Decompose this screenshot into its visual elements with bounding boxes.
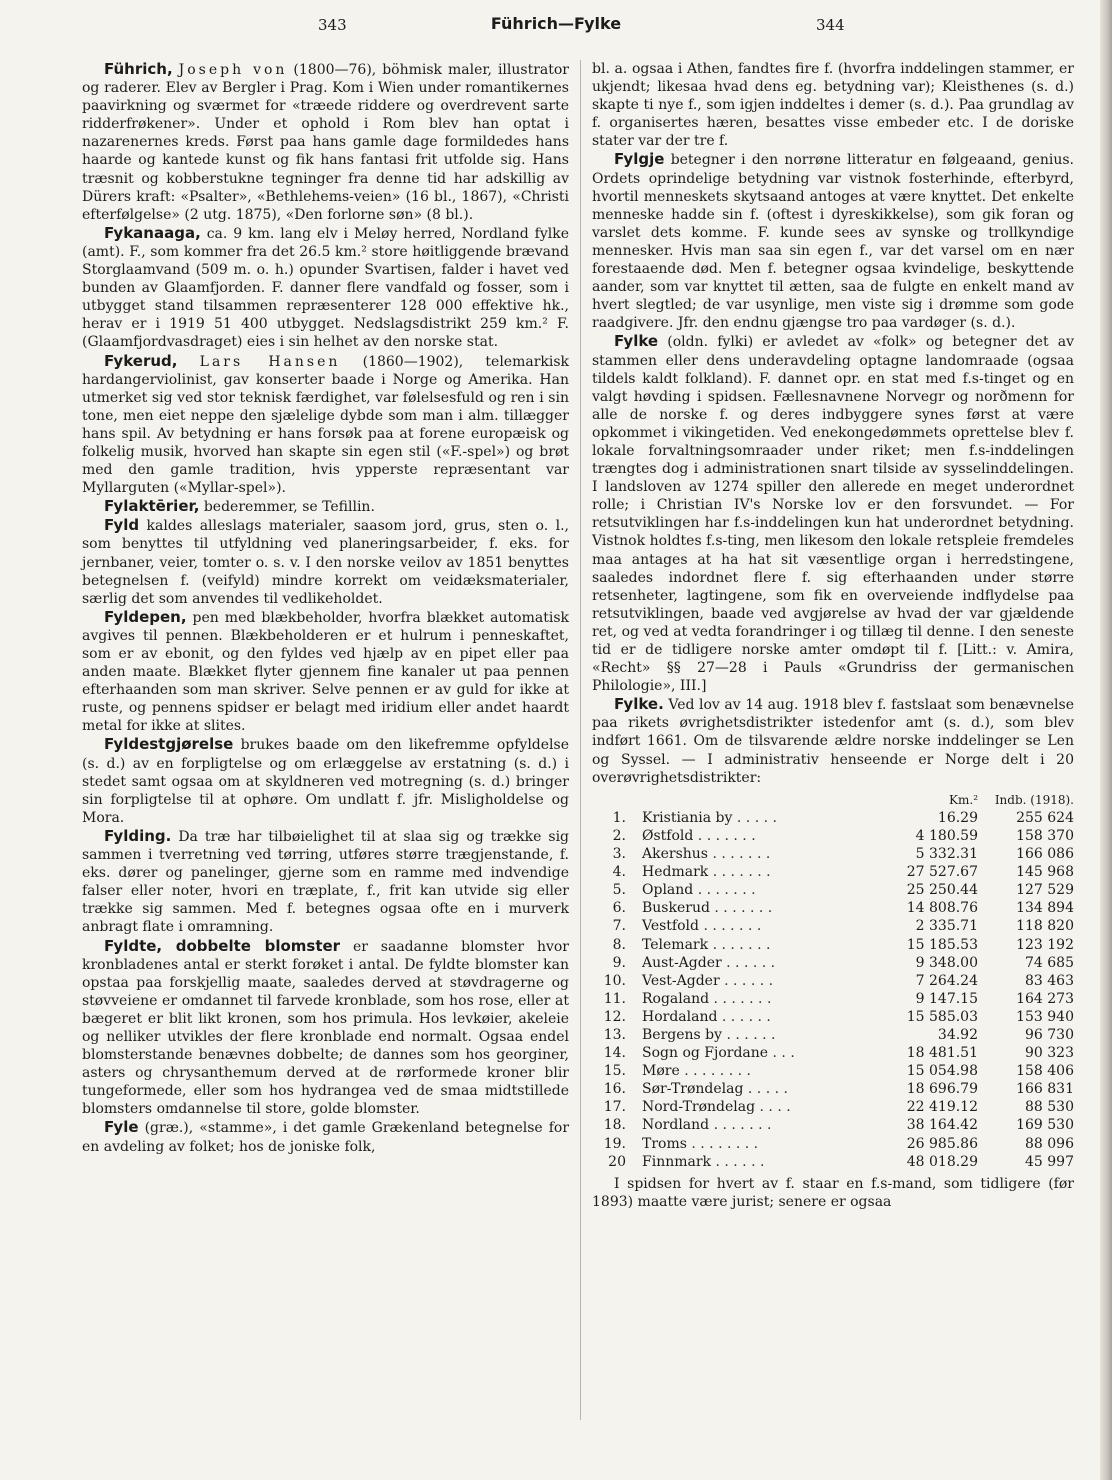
row-number: 12. — [603, 1008, 626, 1025]
row-fylke-name — [634, 1026, 874, 1044]
entry-continuation: bl. a. ogsaa i Athen, fandtes fire f. (hvorfra inddelingen stammer, er ukjendt; likesaa hvad dens eg. betydning var); Kleisthenes (s. d.) skapte ti nye f., som igjen inddeltes i demer (s. d.). Paa grundlag av f. organisertes hæren, besattes visse embeder etc. I de doriske stater var der tre f. — [592, 61, 1074, 150]
entry-text: brukes baade om den likefremme opfyldelse (s. d.) av en forpligtelse og om erlæggelse av erstatning (s. d.) i stedet samt ogsaa om at skyldneren ved motregning (s. d.) bringer sin forpligtelse til at ophøre. Om undlatt f. jfr. Misligholdelse og Mora. — [82, 737, 569, 826]
entry-text: ca. 9 km. lang elv i Meløy herred, Nordland fylke (amt). F., som kommer fra det 26.5 km.² store høitliggende brævand Storglaamvand (509 m. o. h.) opunder Svartisen, falder i havet ved bunden av Glaamfjorden. F. danner flere vandfald og fosser, som i utbygget stand tilsammen repræsenterer 128 000 effektive hk., herav er i 1919 51 400 utbygget. Nedslagsdistrikt 259 km.² F. (Glaamfjordvasdraget) eies i sin helhet av den norske stat. — [82, 225, 569, 351]
row-population: 166 831 — [1016, 1081, 1074, 1098]
entry — [82, 608, 569, 736]
table-row — [592, 936, 1074, 954]
fylke-name: Sogn og Fjordane — [642, 1045, 769, 1062]
fylke-name: Akershus — [642, 846, 708, 863]
entry-headword: Führich, — [104, 60, 173, 78]
leader-dots: . . . . . . . — [712, 864, 771, 881]
entry-text: bederemmer, se Tefillin. — [203, 499, 375, 516]
entry-headword: Fykerud, — [104, 351, 178, 370]
leader-dots: . . . . . . . — [714, 900, 773, 917]
column-header-area: Km.² — [949, 792, 978, 807]
row-population: 166 086 — [1016, 846, 1074, 863]
entry — [82, 60, 569, 224]
row-population: 158 370 — [1016, 827, 1074, 844]
entry — [592, 332, 1074, 695]
row-fylke-name — [634, 809, 874, 827]
row-population: 153 940 — [1016, 1008, 1074, 1025]
entry-text: (1800—76), böhmisk maler, illustrator og raderer. Elev av Bergler i Prag. Kom i Wien under romantikernes paavirkning og sværmet for «træede riddere og overdrevent sarte ridderfrøkener». Under et ophold i Rom blev han optat i nazarenernes kreds. Først paa hans gamle dage formildedes hans haarde og kantede kunst og fik hans fantasi frit utfolde sig. Hans træsnit og kobberstukne tegninger fra denne tid har adskillig av Dürers kraft: «Psalter», «Bethlehems-veien» (16 bl., 1867), «Christi efterfølgelse» (2 utg. 1875), «Den forlorne søn» (8 bl.). — [82, 62, 569, 223]
row-area: 14 808.76 — [906, 900, 978, 917]
row-population: 255 624 — [1016, 809, 1074, 826]
column-divider — [580, 60, 581, 1420]
row-fylke-name — [634, 990, 874, 1008]
row-number: 7. — [612, 918, 626, 935]
table-row — [592, 1098, 1074, 1116]
row-population: 83 463 — [1025, 972, 1074, 989]
entry-headword: Fylaktērier, — [104, 497, 200, 516]
entry-text: (græ.), «stamme», i det gamle Grækenland betegnelse for en avdeling av folket; hos de joniske folk, — [82, 1120, 570, 1155]
row-area: 18 696.79 — [906, 1081, 978, 1098]
fylke-name: Finnmark — [642, 1153, 712, 1170]
row-area: 5 332.31 — [915, 846, 978, 863]
leader-dots: . . . . . . — [721, 1008, 771, 1025]
entry-headword: Fykanaaga, — [104, 223, 201, 242]
running-title: Führich—Fylke — [490, 14, 622, 33]
entry-text: Ved lov av 14 aug. 1918 blev f. fastslaat som benævnelse paa rikets øvrighetsdistrikter istedenfor amt (s. d.), som blev indført 1661. Om de tilsvarende ældre norske inddelinger se Len og Syssel. — I administrativ henseende er Norge delt i 20 overøvrighetsdistrikter: — [592, 697, 1075, 786]
entry — [82, 1118, 569, 1155]
fylke-name: Troms — [642, 1135, 687, 1152]
table-row — [592, 863, 1074, 881]
entry-text: pen med blækbeholder, hvorfra blækket automatisk avgives til pennen. Blækbeholderen er et hulrum i penneskaftet, som er av ebonit, og den fyldes ved hjælp av en pipet eller paa anden maate. Blækket flyter gjennem fine kanaler ut paa pennen efterhaanden som man skriver. Selve pennen er av guld for ikke at ruste, og pennens spidser er belagt med iridium eller andet haardt metal for ikke at slites. — [82, 609, 569, 735]
row-population: 118 820 — [1016, 918, 1074, 935]
table-row — [592, 1135, 1074, 1153]
entry — [82, 516, 569, 607]
row-fylke-name — [634, 1153, 874, 1171]
row-fylke-name — [634, 972, 874, 990]
leader-dots: . . . . . . . — [713, 1117, 772, 1134]
row-fylke-name — [634, 1062, 874, 1080]
leader-dots: . . . . — [759, 1099, 791, 1116]
row-area: 15 054.98 — [906, 1063, 978, 1080]
fylke-name: Østfold — [642, 827, 694, 844]
row-population: 88 096 — [1025, 1135, 1074, 1152]
row-population: 74 685 — [1025, 954, 1074, 971]
entry-spaced-name: Joseph von — [178, 62, 288, 78]
page-number-left: 343 — [318, 16, 347, 34]
row-area: 4 180.59 — [915, 827, 978, 844]
table-row — [592, 1062, 1074, 1080]
row-fylke-name — [634, 1116, 874, 1134]
table-row — [592, 809, 1074, 827]
row-number: 2. — [612, 827, 626, 844]
entry — [82, 224, 569, 352]
row-number: 10. — [603, 972, 626, 989]
page-number-right: 344 — [816, 16, 845, 34]
row-area: 27 527.67 — [906, 864, 978, 881]
fylke-name: Aust-Agder — [642, 954, 722, 971]
leader-dots: . . . . . . . — [712, 846, 771, 863]
row-area: 15 185.53 — [906, 936, 978, 953]
table-row — [592, 845, 1074, 863]
row-fylke-name — [634, 1080, 874, 1098]
fylke-name: Møre — [642, 1063, 680, 1080]
table-row — [592, 954, 1074, 972]
entry-headword: Fylke — [614, 332, 659, 351]
row-population: 169 530 — [1016, 1117, 1074, 1134]
entry — [592, 150, 1074, 332]
table-row — [592, 990, 1074, 1008]
row-number: 18. — [603, 1117, 626, 1134]
column-header-population: Indb. (1918). — [994, 792, 1074, 807]
row-number: 6. — [612, 900, 626, 917]
leader-dots: . . . . . . . — [703, 918, 762, 935]
row-fylke-name — [634, 954, 874, 972]
row-number: 4. — [612, 864, 626, 881]
entry-headword: Fylgje — [614, 150, 665, 169]
entry-text: Da træ har tilbøielighet til at slaa sig og trække sig sammen i tverretning ved tørring, utføres større trægjenstande, f. eks. dører og panelinger, gjerne som en ramme med indvendige falser eller noter, hvori en træplate, f., frit kan utvide sig eller trække sig sammen. Med f. betegnes ogsaa ofte en i murverk anbragt flate i omramning. — [82, 828, 570, 936]
leader-dots: . . . . . . — [726, 954, 776, 971]
row-population: 158 406 — [1016, 1063, 1074, 1080]
row-area: 7 264.24 — [915, 972, 978, 989]
row-population: 123 192 — [1016, 936, 1074, 953]
entry-text: kaldes alleslags materialer, saasom jord, grus, sten o. l., som benyttes til utfyldning ved planeringsarbeider, f. eks. for jernbaner, veier, tomter o. s. v. I den norske veilov av 1851 benyttes betegnelsen f. (veifyld) mindre korrekt om veidæksmaterialer, særlig det som anvendes til vedlikeholdet. — [82, 518, 569, 607]
leader-dots: . . . . . . . — [697, 882, 756, 899]
row-population: 134 894 — [1016, 900, 1074, 917]
entry — [82, 827, 569, 937]
fylke-name: Telemark — [642, 936, 709, 953]
table-row — [592, 1044, 1074, 1062]
table-row — [592, 1008, 1074, 1026]
row-area: 48 018.29 — [906, 1153, 978, 1170]
right-column — [592, 60, 1074, 1211]
fylke-name: Opland — [642, 882, 694, 899]
leader-dots: . . . . . . . . — [684, 1063, 751, 1080]
leader-dots: . . . . . . . — [697, 827, 756, 844]
fylke-name: Rogaland — [642, 990, 710, 1007]
row-area: 9 348.00 — [915, 954, 978, 971]
entry-text: betegner i den norrøne litteratur en følgeaand, genius. Ordets oprindelige betydning var vistnok fosterhinde, efterbyrd, hvortil menneskets skytsaand antoges at være knyttet. Det enkelte menneske hadde sin f. (oftest i dyreskikkelse), som gik foran og varslet dets komme. F. kunde sees av synske og trollkyndige mennesker. Hvis man saa sin egen f., var det varsel om en nær forestaaende død. Men f. betegner ogsaa kvindelige, beskyttende aander, som var knyttet til ætten, saa de fulgte en enkelt mand av hvert slegtled; de var usynlige, men viste sig i drømme som gode raadgivere. Jfr. den endnu gjængse tro paa vardøger (s. d.). — [592, 152, 1075, 332]
row-area: 25 250.44 — [906, 882, 978, 899]
row-number: 13. — [603, 1026, 626, 1043]
row-area: 26 985.86 — [906, 1135, 978, 1152]
row-population: 45 997 — [1025, 1153, 1074, 1170]
row-fylke-name — [634, 1098, 874, 1116]
row-number: 5. — [612, 882, 626, 899]
row-number: 17. — [603, 1099, 626, 1116]
row-area: 34.92 — [937, 1026, 978, 1043]
entry-spaced-name: Lars Hansen — [199, 353, 341, 370]
table-row — [592, 1116, 1074, 1134]
row-number: 11. — [603, 990, 626, 1007]
leader-dots: . . . . . — [736, 809, 777, 826]
leader-dots: . . . . . . . . — [691, 1135, 759, 1152]
table-body — [592, 809, 1074, 1171]
row-population: 127 529 — [1016, 882, 1074, 899]
fylke-name: Kristiania by — [642, 809, 733, 826]
row-population: 90 323 — [1025, 1045, 1074, 1062]
table-row — [592, 972, 1074, 990]
page-edge — [1100, 0, 1112, 1480]
leader-dots: . . . . . . . — [713, 990, 772, 1007]
entry-headword: Fylding. — [104, 826, 172, 845]
row-number: 9. — [612, 954, 626, 971]
leader-dots: . . . — [772, 1045, 795, 1062]
row-number: 16. — [603, 1081, 626, 1098]
row-fylke-name — [634, 936, 874, 954]
row-area: 2 335.71 — [915, 918, 978, 935]
row-number: 19. — [603, 1135, 626, 1152]
row-fylke-name — [634, 863, 874, 881]
table-row — [592, 899, 1074, 917]
row-population: 145 968 — [1016, 864, 1074, 881]
entry-headword: Fyldestgjørelse — [104, 735, 234, 754]
row-number: 15. — [603, 1063, 626, 1080]
leader-dots: . . . . . . — [715, 1153, 765, 1170]
fylke-name: Nordland — [642, 1117, 710, 1134]
entry — [592, 695, 1074, 786]
entry — [82, 937, 569, 1119]
row-area: 18 481.51 — [906, 1045, 978, 1062]
row-fylke-name — [634, 845, 874, 863]
entry — [82, 497, 569, 516]
row-population: 88 530 — [1025, 1099, 1074, 1116]
row-fylke-name — [634, 899, 874, 917]
row-number: 20 — [608, 1153, 626, 1170]
table-row — [592, 1080, 1074, 1098]
row-number: 1. — [612, 809, 626, 826]
table-row — [592, 1153, 1074, 1171]
table-header-row — [592, 791, 1074, 809]
row-fylke-name — [634, 917, 874, 935]
leader-dots: . . . . . . — [726, 1026, 776, 1043]
fylke-name: Buskerud — [642, 900, 710, 917]
row-number: 3. — [612, 846, 626, 863]
row-population: 164 273 — [1016, 990, 1074, 1007]
row-area: 38 164.42 — [906, 1117, 978, 1134]
row-area: 16.29 — [937, 809, 978, 826]
fylke-name: Vest-Agder — [642, 972, 720, 989]
leader-dots: . . . . . — [747, 1081, 788, 1098]
row-area: 15 585.03 — [906, 1008, 978, 1025]
leader-dots: . . . . . . — [724, 972, 774, 989]
row-area: 22 419.12 — [906, 1099, 978, 1116]
entry — [82, 352, 569, 498]
row-fylke-name — [634, 1008, 874, 1026]
entry-text: (oldn. fylki) er avledet av «folk» og betegner det av stammen eller dens underavdeling optagne landomraade (ogsaa tildels kaldt folkland). F. dannet opr. en stat med f.s-tinget og en valgt høvding i spidsen. Fællesnavnene Norvegr og norðmenn for alle de norske f. og deres indbyggere synes først at være opkommet i vikingetiden. Ved enekongedømmets oprettelse blev f. lokale forvaltningsomraader under riket; men f.s-inddelingen trængtes dog i administrationen snart tilside av sysselinddelingen. I landsloven av 1274 spiller den allerede en meget underordnet rolle; i Christian IV's Norske lov er den forsvundet. — For retsutviklingen har f.s-inddelingen kun hat underordnet betydning. Vistnok holdtes f.s-ting, men likesom den lokale retspleie fremdeles maa antages at ha hat sit væsentlige organ i herredstingene, saaledes indordnet flere f. sig efterhaanden under større retsenheter, lagtingene, som fik en overveiende indflydelse paa retsutviklingen, baade ved avgjørelse av hvad der var gjældende ret, og ved at vedta forandringer i og tillæg til denne. I den seneste tid er de tidligere norske amter omdøpt til f. [Litt.: v. Amira, «Recht» §§ 27—28 i Pauls «Grundriss der germanischen Philologie», III.] — [592, 334, 1074, 695]
entry-headword: Fyle — [104, 1118, 139, 1137]
left-column — [82, 60, 569, 1156]
fylke-table — [592, 791, 1074, 1171]
leader-dots: . . . . . . . — [712, 936, 771, 953]
entry-headword: Fyldepen, — [104, 607, 187, 626]
entry-text: er saadanne blomster hvor kronbladenes antal er sterkt forøket i antal. De fyldte blomster kan opstaa paa forskjellig maate, saaledes derved at støvdragerne og støvveiene er omdannet til farvede kronblade, som hos rose, eller at bægeret er blit likt kronen, som hos primula. Hos levkøier, akeleie og nelliker utvikles der flere kronblade end normalt. Ogsaa endel blomsterstande benævnes dobbelte; de dannes som hos georginer, asters og chrysanthemum derved at de rørformede kroner blir tungeformede, eller som hos hydrangea ved de smaa midtstillede blomsters omdannelse til store, golde blomster. — [82, 938, 569, 1118]
fylke-name: Nord-Trøndelag — [642, 1099, 756, 1116]
table-row — [592, 1026, 1074, 1044]
table-row — [592, 881, 1074, 899]
row-area: 9 147.15 — [915, 990, 978, 1007]
fylke-name: Sør-Trøndelag — [642, 1081, 744, 1098]
entry-paragraph: I spidsen for hvert av f. staar en f.s-mand, som tidligere (før 1893) maatte være jurist; senere er ogsaa — [592, 1175, 1074, 1210]
row-fylke-name — [634, 1135, 874, 1153]
row-fylke-name — [634, 827, 874, 845]
entry-text: (1860—1902), telemarkisk hardangerviolinist, gav konserter baade i Norge og Amerika. Han utmerket sig ved stor teknisk færdighet, var følelsesfuld og ren i sin tone, men eiet neppe den sjælelige dybde som man i alm. tillægger hans spil. Av betydning er hans forsøk paa at forene europæisk og folkelig musik, hvorved han skapte sin egen stil («F.-spel») og brøt med den gamle tradition, hvis ypperste repræsentant var Myllarguten («Myllar-spel»). — [82, 353, 570, 497]
row-fylke-name — [634, 1044, 874, 1062]
entry-headword: Fyld — [104, 516, 140, 535]
fylke-name: Hordaland — [642, 1008, 718, 1025]
fylke-name: Hedmark — [642, 864, 709, 881]
entry-headword: Fylke. — [614, 695, 664, 714]
entry-headword: Fyldte, dobbelte blomster — [104, 936, 341, 955]
table-row — [592, 827, 1074, 845]
row-number: 8. — [612, 936, 626, 953]
entry — [82, 735, 569, 826]
row-population: 96 730 — [1025, 1026, 1074, 1043]
row-number: 14. — [603, 1045, 626, 1062]
table-row — [592, 917, 1074, 935]
fylke-name: Bergens by — [642, 1026, 723, 1043]
fylke-name: Vestfold — [642, 918, 699, 935]
row-fylke-name — [634, 881, 874, 899]
